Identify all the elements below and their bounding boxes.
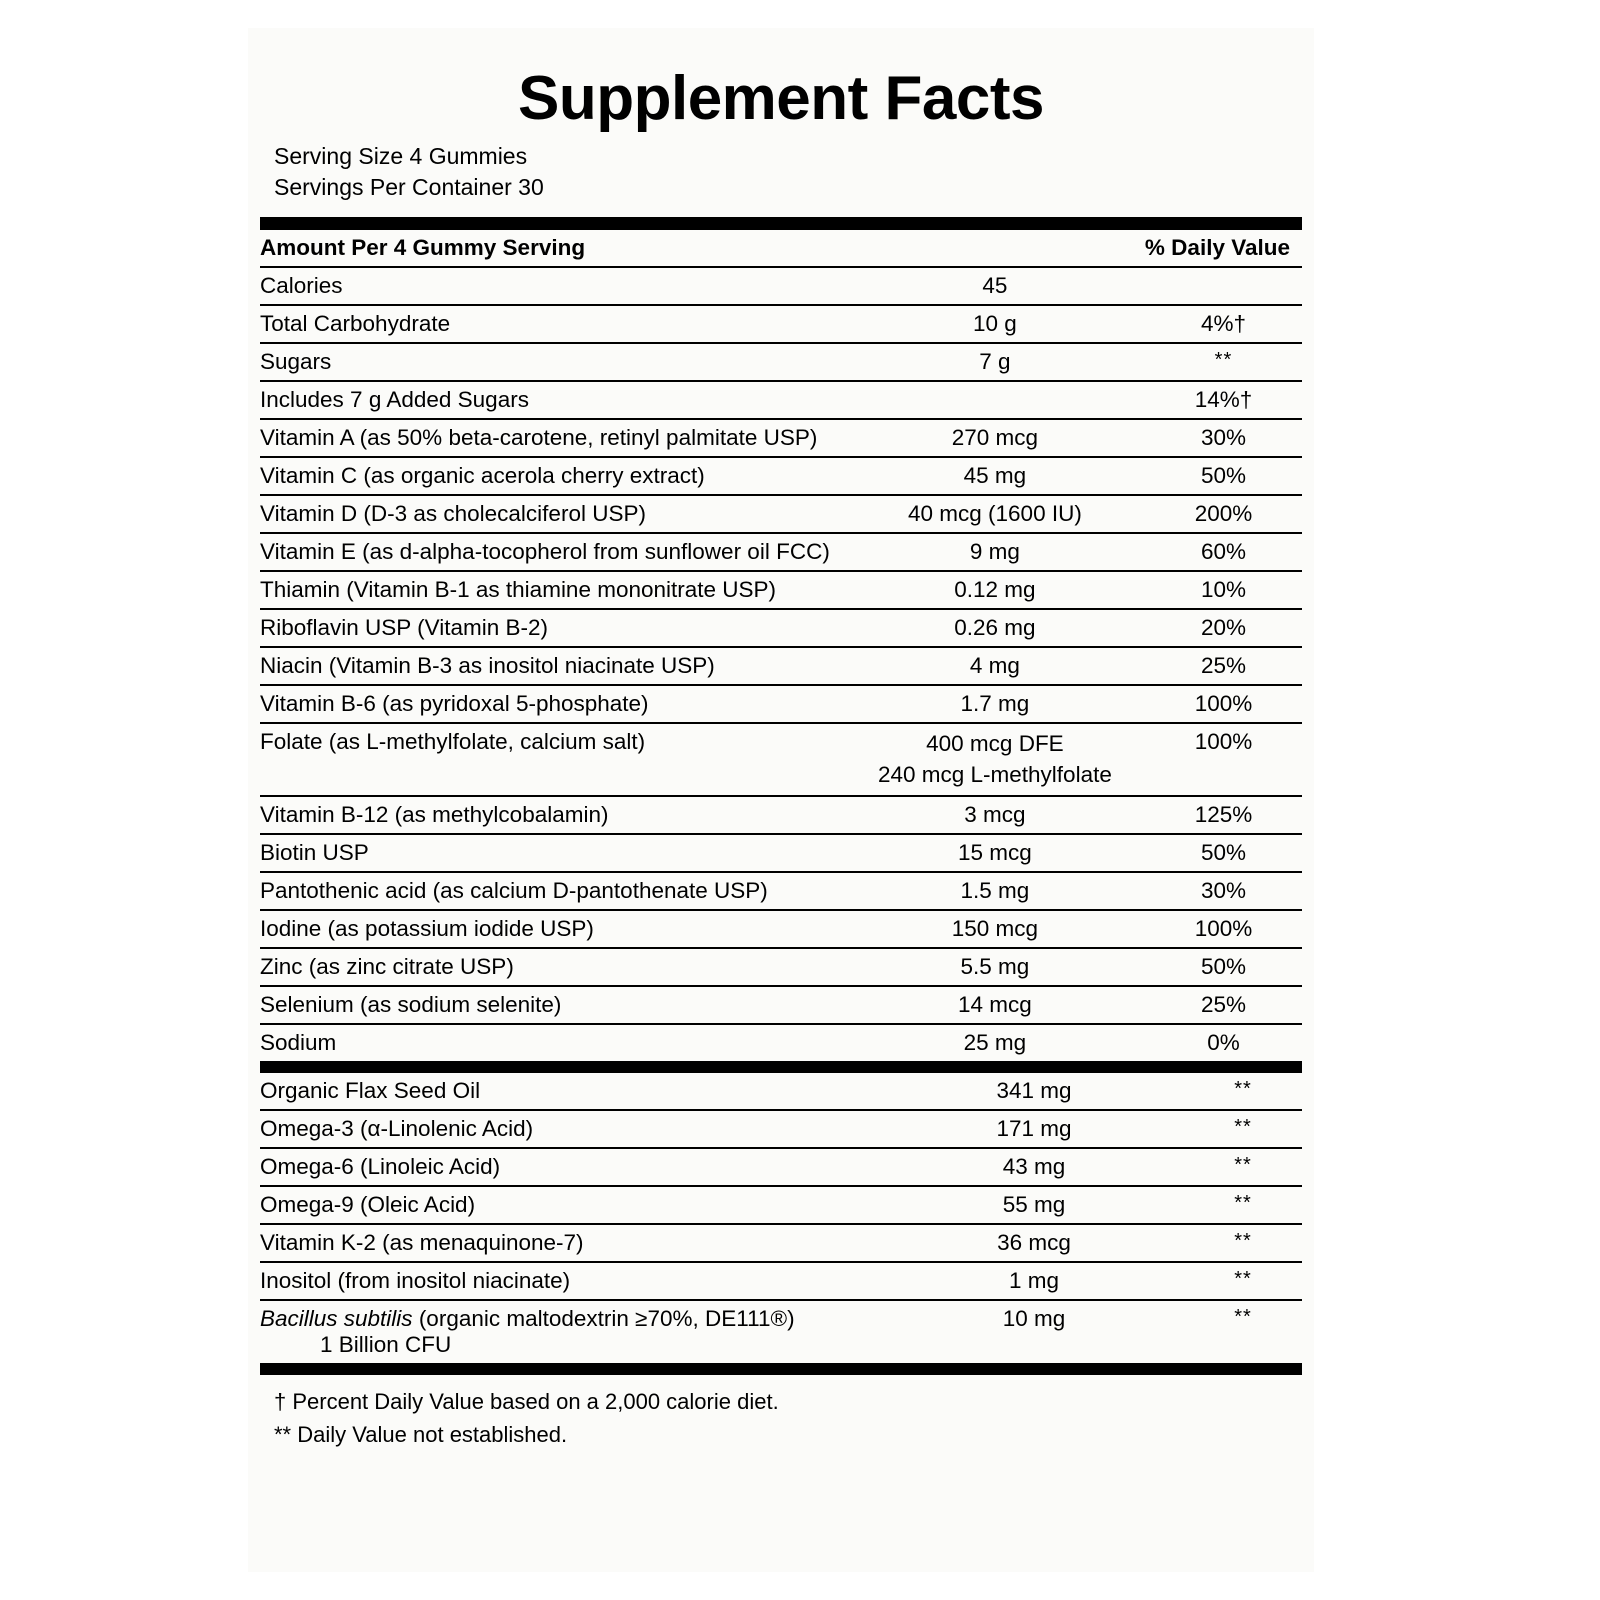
supplement-facts-panel — [248, 28, 1314, 1572]
nutrient-name: Sodium — [260, 1029, 337, 1055]
nutrient-dv: 200% — [1145, 495, 1302, 533]
table-row — [260, 381, 1302, 419]
nutrient-name: Vitamin D (D-3 as cholecalciferol USP) — [260, 495, 845, 533]
nutrient-name: Riboflavin USP (Vitamin B-2) — [260, 609, 845, 647]
nutrient-dv: 10% — [1145, 571, 1302, 609]
nutrient-name: Pantothenic acid (as calcium D-pantothenate USP) — [260, 872, 845, 910]
serving-size: Serving Size 4 Gummies — [274, 143, 528, 170]
table-row — [260, 986, 1302, 1024]
nutrient-amount: 45 — [845, 267, 1145, 305]
nutrient-amount: 45 mg — [845, 457, 1145, 495]
nutrient-dv: 100% — [1145, 685, 1302, 723]
nutrient-name: Sugars — [260, 343, 845, 381]
nutrient-dv: 0% — [1207, 1029, 1240, 1055]
nutrient-amount: 270 mcg — [845, 419, 1145, 457]
nutrient-name: Vitamin B-12 (as methylcobalamin) — [260, 796, 845, 834]
nutrient-amount-line1: 400 mcg DFE — [926, 731, 1064, 757]
top-thick-rule — [260, 217, 1302, 230]
nutrient-name: Zinc (as zinc citrate USP) — [260, 948, 845, 986]
nutrient-name: Vitamin K-2 (as menaquinone-7) — [260, 1224, 884, 1262]
nutrient-name: Vitamin A (as 50% beta-carotene, retinyl palmitate USP) — [260, 419, 845, 457]
nutrient-amount: 25 mg — [963, 1029, 1027, 1055]
other-ingredients-table — [260, 1073, 1302, 1363]
nutrient-name — [260, 1300, 884, 1363]
table-row — [260, 948, 1302, 986]
nutrient-dv: 50% — [1145, 457, 1302, 495]
nutrient-amount: 171 mg — [884, 1110, 1184, 1148]
nutrient-dv: 30% — [1145, 419, 1302, 457]
nutrient-amount: 7 g — [845, 343, 1145, 381]
nutrient-amount: 3 mcg — [845, 796, 1145, 834]
nutrient-amount: 15 mcg — [845, 834, 1145, 872]
nutrient-amount: 40 mcg (1600 IU) — [845, 495, 1145, 533]
nutrient-name: Folate (as L-methylfolate, calcium salt) — [260, 723, 845, 796]
nutrient-amount: 55 mg — [884, 1186, 1184, 1224]
nutrient-name: Selenium (as sodium selenite) — [260, 986, 845, 1024]
nutrient-amount: 341 mg — [884, 1073, 1184, 1110]
nutrient-dv: 100% — [1145, 723, 1302, 796]
nutrient-amount: 10 g — [845, 305, 1145, 343]
nutrient-dv: ** — [1184, 1186, 1302, 1224]
nutrient-name: Iodine (as potassium iodide USP) — [260, 910, 845, 948]
table-row — [260, 457, 1302, 495]
probiotic-species: Bacillus subtilis — [260, 1305, 413, 1331]
table-row — [260, 834, 1302, 872]
amount-per-serving-header: Amount Per 4 Gummy Serving — [260, 230, 1145, 267]
nutrient-amount — [845, 381, 1145, 419]
nutrient-name: Biotin USP — [260, 834, 845, 872]
nutrient-name: Niacin (Vitamin B-3 as inositol niacinate USP) — [260, 647, 845, 685]
table-row — [260, 1262, 1302, 1300]
daily-value-header: % Daily Value — [1145, 230, 1302, 267]
page-title: Supplement Facts — [518, 64, 1044, 133]
nutrient-amount: 9 mg — [845, 533, 1145, 571]
nutrient-amount: 150 mcg — [845, 910, 1145, 948]
nutrient-name: Total Carbohydrate — [260, 305, 845, 343]
nutrient-name: Organic Flax Seed Oil — [260, 1073, 884, 1110]
supplement-facts-content — [260, 38, 1302, 1451]
nutrient-name: Omega-3 (α-Linolenic Acid) — [260, 1110, 884, 1148]
servings-per-container: Servings Per Container 30 — [274, 174, 544, 201]
nutrient-amount: 36 mcg — [884, 1224, 1184, 1262]
nutrient-name: Includes 7 g Added Sugars — [260, 381, 845, 419]
probiotic-cfu: 1 Billion CFU — [320, 1331, 452, 1357]
table-row — [260, 533, 1302, 571]
nutrient-dv: ** — [1184, 1110, 1302, 1148]
nutrient-dv: 4%† — [1145, 305, 1302, 343]
nutrient-amount: 1 mg — [884, 1262, 1184, 1300]
nutrient-dv — [1145, 267, 1302, 305]
table-row — [260, 495, 1302, 533]
serving-info — [274, 141, 1302, 203]
nutrient-amount: 5.5 mg — [845, 948, 1145, 986]
table-row — [260, 571, 1302, 609]
probiotic-detail: (organic maltodextrin ≥70%, DE111®) — [412, 1305, 795, 1331]
nutrient-dv: ** — [1184, 1262, 1302, 1300]
footnote-asterisk: ** Daily Value not established. — [274, 1421, 568, 1447]
table-row — [260, 1110, 1302, 1148]
nutrient-amount — [845, 723, 1145, 796]
nutrient-name: Omega-6 (Linoleic Acid) — [260, 1148, 884, 1186]
nutrient-amount: 10 mg — [1002, 1305, 1066, 1331]
nutrient-dv: 50% — [1145, 834, 1302, 872]
table-row — [260, 1148, 1302, 1186]
table-row — [260, 1186, 1302, 1224]
nutrient-dv: 25% — [1145, 647, 1302, 685]
table-row — [260, 647, 1302, 685]
table-row — [260, 609, 1302, 647]
nutrient-dv: 50% — [1145, 948, 1302, 986]
nutrient-name: Vitamin E (as d-alpha-tocopherol from sunflower oil FCC) — [260, 533, 845, 571]
table-row-probiotic — [260, 1300, 1302, 1363]
nutrient-name: Inositol (from inositol niacinate) — [260, 1262, 884, 1300]
section-divider-rule — [260, 1061, 1302, 1073]
nutrient-dv: ** — [1184, 1148, 1302, 1186]
nutrient-name: Omega-9 (Oleic Acid) — [260, 1186, 884, 1224]
footnotes — [274, 1385, 1302, 1451]
nutrient-name: Calories — [260, 267, 845, 305]
table-row — [260, 1024, 1302, 1061]
table-row — [260, 1073, 1302, 1110]
table-row — [260, 305, 1302, 343]
nutrient-amount: 1.5 mg — [845, 872, 1145, 910]
table-row — [260, 419, 1302, 457]
table-header-row — [260, 230, 1302, 267]
nutrient-dv: 25% — [1145, 986, 1302, 1024]
nutrient-dv: 60% — [1145, 533, 1302, 571]
nutrient-dv: 20% — [1145, 609, 1302, 647]
nutrient-dv: 100% — [1145, 910, 1302, 948]
nutrients-table — [260, 230, 1302, 1061]
table-row — [260, 343, 1302, 381]
table-row — [260, 796, 1302, 834]
nutrient-dv: ** — [1184, 1073, 1302, 1110]
nutrient-dv: 14%† — [1145, 381, 1302, 419]
nutrient-name: Thiamin (Vitamin B-1 as thiamine mononitrate USP) — [260, 571, 845, 609]
nutrient-amount-line2: 240 mcg L-methylfolate — [877, 761, 1112, 787]
footnote-dagger: † Percent Daily Value based on a 2,000 calorie diet. — [274, 1388, 779, 1414]
nutrient-amount: 4 mg — [845, 647, 1145, 685]
nutrient-dv: ** — [1234, 1305, 1252, 1328]
table-row — [260, 267, 1302, 305]
nutrient-dv: 30% — [1145, 872, 1302, 910]
nutrient-amount: 0.26 mg — [845, 609, 1145, 647]
nutrient-amount: 0.12 mg — [845, 571, 1145, 609]
nutrient-amount: 43 mg — [884, 1148, 1184, 1186]
nutrient-amount: 14 mcg — [845, 986, 1145, 1024]
nutrient-dv: ** — [1145, 343, 1302, 381]
nutrient-dv: 125% — [1145, 796, 1302, 834]
nutrient-name: Vitamin B-6 (as pyridoxal 5-phosphate) — [260, 685, 845, 723]
table-row — [260, 685, 1302, 723]
table-row — [260, 872, 1302, 910]
table-row — [260, 910, 1302, 948]
table-row — [260, 723, 1302, 796]
nutrient-name: Vitamin C (as organic acerola cherry extract) — [260, 457, 845, 495]
bottom-thick-rule — [260, 1363, 1302, 1375]
nutrient-dv: ** — [1184, 1224, 1302, 1262]
nutrient-amount: 1.7 mg — [845, 685, 1145, 723]
table-row — [260, 1224, 1302, 1262]
